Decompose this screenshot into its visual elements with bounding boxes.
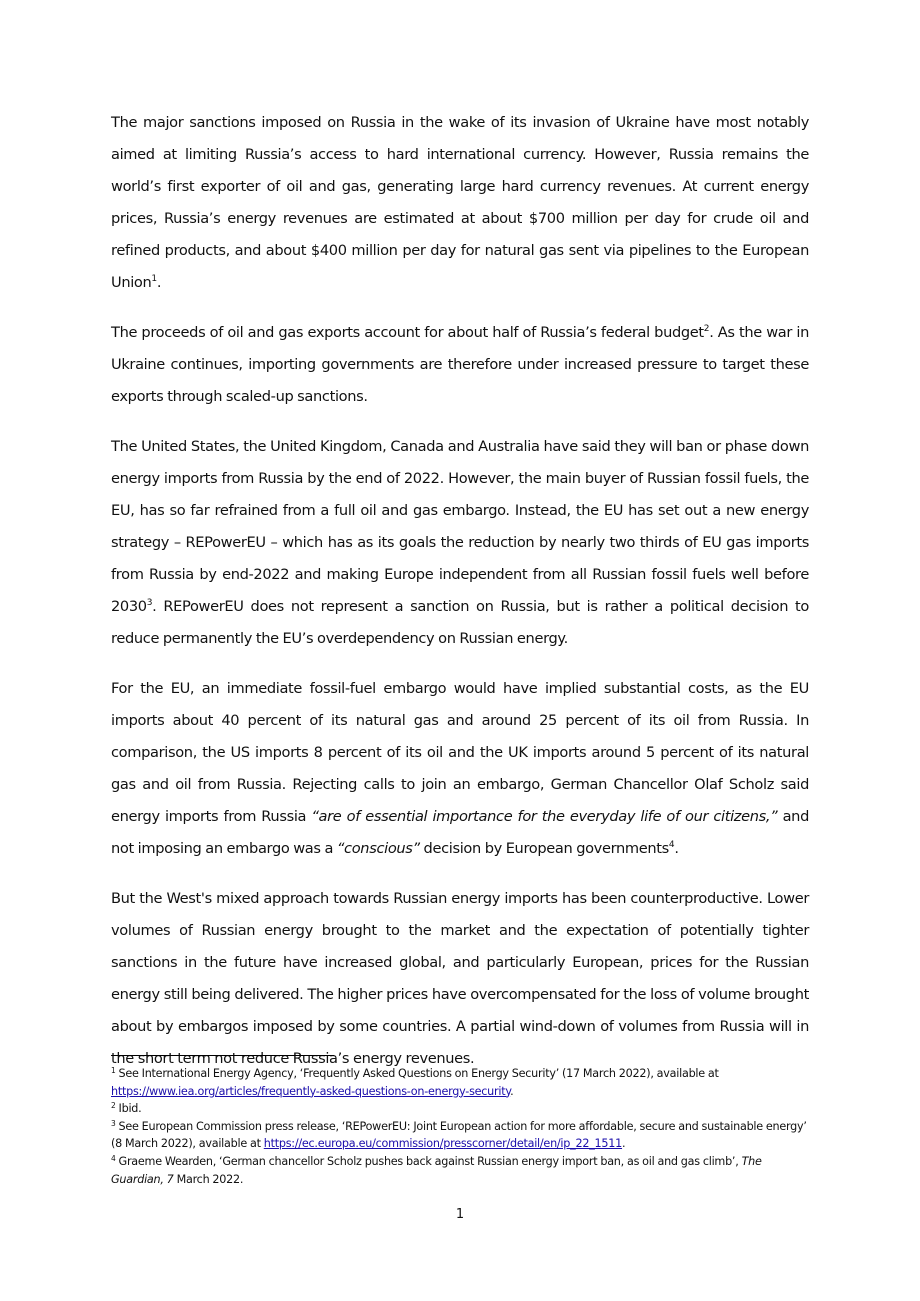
footnote-text: Ibid.	[115, 1102, 142, 1116]
paragraph-text: .	[674, 840, 679, 857]
paragraph-federal-budget	[111, 317, 809, 413]
paragraph-text: and not imposing an embargo was a	[111, 808, 809, 857]
page-number: 1	[455, 1207, 465, 1222]
footnote-3	[111, 1118, 809, 1153]
footnote-number: 1	[111, 1066, 116, 1075]
paragraph-mixed-approach	[111, 883, 809, 1075]
paragraph-text: For the EU, an immediate fossil-fuel embargo would have implied substantial costs, as the EU imports about 40 percent of its natural gas and around 25 percent of its oil from Russia. In comparison, the US imports 8 percent of its oil and the UK imports around 5 percent of its natural gas and oil from Russia. Rejecting calls to join an embargo, German Chancellor Olaf Scholz said energy imports from Russia	[111, 680, 809, 825]
footnote-source-title: The Guardian, 7	[111, 1154, 762, 1186]
footnote-text: March 2022.	[173, 1172, 244, 1186]
footnote-4	[111, 1153, 809, 1188]
paragraph-text: . As the war in Ukraine continues, importing governments are therefore under increased pressure to target these exports through scaled-up sanctions.	[111, 324, 809, 405]
footnote-ref-4[interactable]: 4	[668, 840, 675, 850]
footnote-text: Graeme Wearden, ‘German chancellor Scholz pushes back against Russian energy import ban, as oil and gas climb’,	[115, 1154, 742, 1168]
footnote-text: See International Energy Agency, ‘Frequently Asked Questions on Energy Security’ (17 March 2022), available at	[115, 1067, 719, 1080]
footnote-separator	[111, 1055, 334, 1056]
scholz-quote: “are of essential importance for the everyday life of our citizens,”	[311, 808, 778, 825]
footnotes	[111, 1065, 809, 1188]
paragraph-text: .	[156, 274, 162, 291]
paragraph-text: The United States, the United Kingdom, Canada and Australia have said they will ban or phase down energy imports from Russia by the end of 2022. However, the main buyer of Russian fossil fuels, the EU, has so far refrained from a full oil and gas embargo. Instead, the EU has set out a new energy strategy – REPowerEU – which has as its goals the reduction by nearly two thirds of EU gas imports from Russia by end-2022 and making Europe independent from all Russian fossil fuels well before 2030	[111, 438, 809, 615]
footnote-1	[111, 1065, 809, 1100]
paragraph-text: The major sanctions imposed on Russia in the wake of its invasion of Ukraine have most notably aimed at limiting Russia’s access to hard international currency. However, Russia remains the world’s first exporter of oil and gas, generating large hard currency revenues. At current energy prices, Russia’s energy revenues are estimated at about $700 million per day for crude oil and refined products, and about $400 million per day for natural gas sent via pipelines to the European Union	[111, 114, 809, 291]
conscious-quote: “conscious”	[336, 840, 420, 857]
footnote-ref-3[interactable]: 3	[146, 598, 153, 608]
footnote-ref-2[interactable]: 2	[703, 324, 710, 334]
footnote-text: .	[622, 1137, 626, 1151]
footnote-ref-1[interactable]: 1	[151, 274, 157, 284]
paragraph-text: The proceeds of oil and gas exports account for about half of Russia’s federal budget	[111, 324, 704, 341]
body-text	[111, 107, 809, 1093]
paragraph-repowereu	[111, 431, 809, 655]
paragraph-text: decision by European governments	[419, 840, 669, 857]
paragraph-text: . REPowerEU does not represent a sanction on Russia, but is rather a political decision to reduce permanently the EU’s overdependency on Russian energy.	[111, 598, 809, 647]
footnote-link-iea[interactable]: https://www.iea.org/articles/frequently-asked-questions-on-energy-security	[111, 1084, 511, 1098]
footnote-number: 2	[111, 1101, 116, 1111]
paragraph-text: But the West's mixed approach towards Russian energy imports has been counterproductive. Lower volumes of Russian energy brought to the market and the expectation of potentially tighter sanctions in the future have increased global, and particularly European, prices for the Russian energy still being delivered. The higher prices have overcompensated for the loss of volume brought about by embargos imposed by some countries. A partial wind-down of volumes from Russia will in the short term not reduce Russia’s energy revenues.	[111, 890, 809, 1067]
footnote-text: See European Commission press release, ‘REPowerEU: Joint European action for more affordable, secure and sustainable energy’ (8 March 2022), available at	[111, 1119, 807, 1151]
footnote-2	[111, 1100, 809, 1118]
footnote-number: 3	[111, 1118, 116, 1128]
footnote-link-ec[interactable]: https://ec.europa.eu/commission/presscorner/detail/en/ip_22_1511	[263, 1137, 623, 1151]
paragraph-sanctions-intro	[111, 107, 809, 299]
footnote-text: .	[510, 1084, 514, 1098]
paragraph-eu-embargo-costs	[111, 673, 809, 865]
footnote-number: 4	[111, 1153, 116, 1163]
